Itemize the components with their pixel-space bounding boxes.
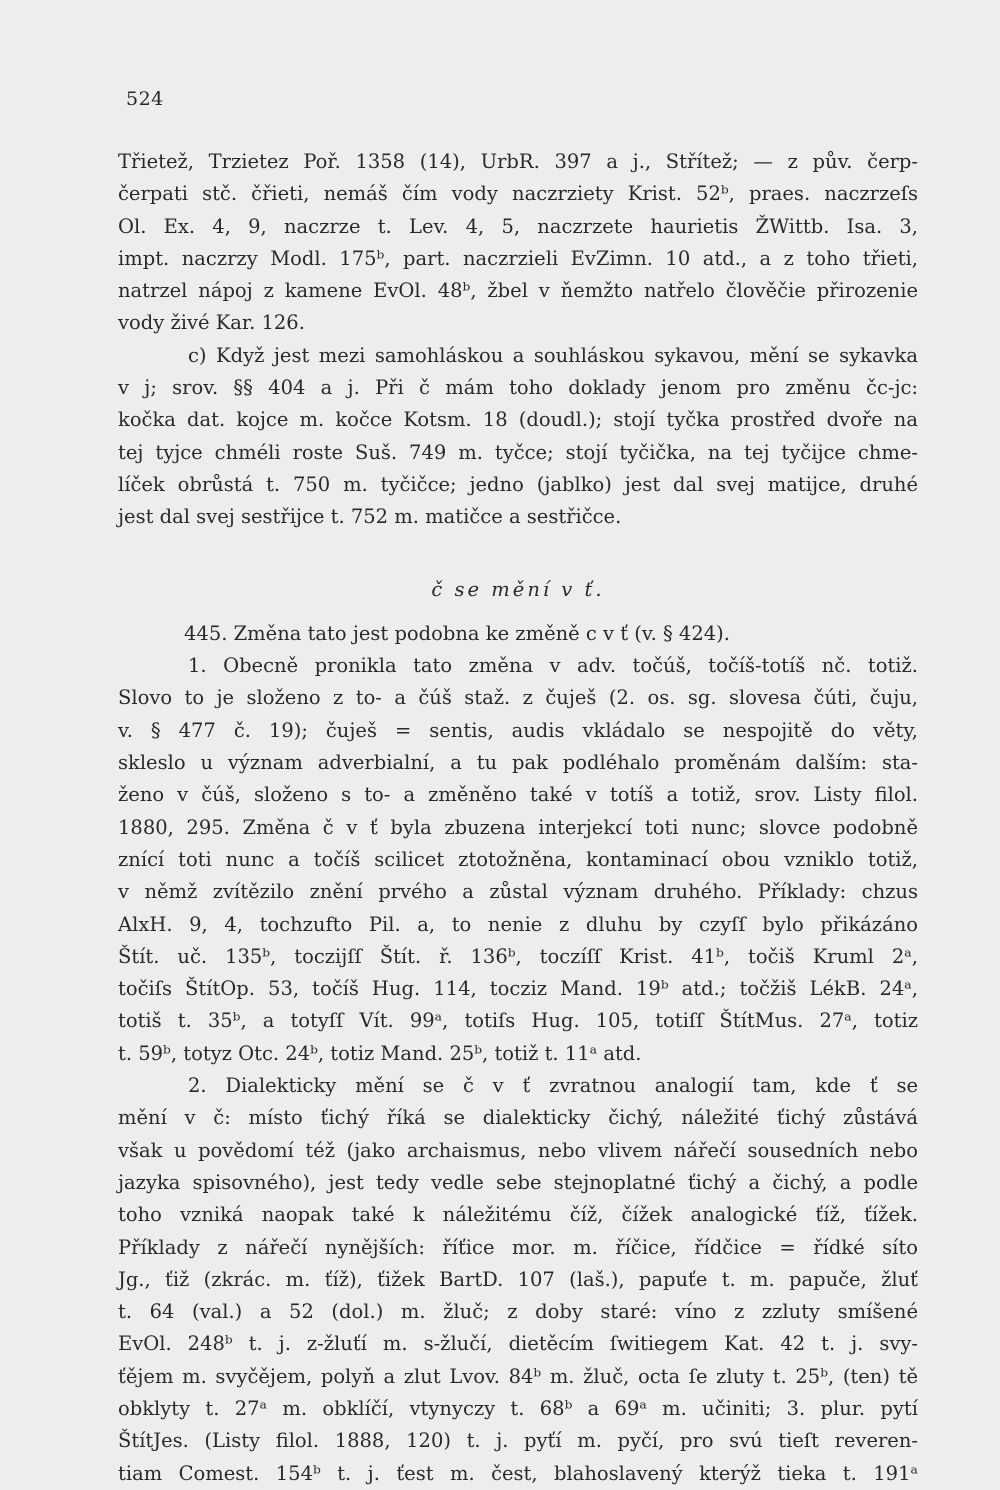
text-line: impt. naczrzy Modl. 175ᵇ, part. naczrzieli EvZimn. 10 atd., a z toho třieti, [118, 246, 918, 270]
text-line: jazyka spisovného), jest tedy vedle sebe stejnoplatné ťichý a čichý, a podle [118, 1170, 918, 1194]
text-line: natrzel nápoj z kamene EvOl. 48ᵇ, žbel v ňemžto natřelo člověčie přirozenie [118, 279, 918, 303]
text-line: toho vzniká naopak také k náležitému číž, čížek analogické ťíž, ťížek. [118, 1203, 918, 1227]
text-line: Jg., ťiž (zkrác. m. ťíž), ťižek BartD. 107 (laš.), papuťe t. m. papuče, žluť [118, 1267, 918, 1291]
paragraph-1 [118, 146, 918, 340]
text-line: v němž zvítězilo znění prvého a zůstal význam druhého. Příklady: chzus [118, 880, 918, 904]
text-line: t. 59ᵇ, totyz Otc. 24ᵇ, totiz Mand. 25ᵇ, totiž t. 11ᵃ atd. [118, 1041, 642, 1065]
text-line: točiſs ŠtítOp. 53, točíš Hug. 114, tocziz Mand. 19ᵇ atd.; točžiš LékB. 24ᵃ, [118, 977, 918, 1001]
text-line: líček obrůstá t. 750 m. tyčičce; jedno (jablko) jest dal svej matijce, druhé [118, 472, 918, 496]
text-line: kočka dat. kojce m. kočce Kotsm. 18 (doudl.); stojí tyčka prostřed dvoře na [118, 408, 918, 432]
text-line: ťějem m. svyčějem, polyň a zlut Lvov. 84ᵇ m. žluč, octa ſe zluty t. 25ᵇ, (ten) tě [118, 1364, 918, 1388]
text-line: vody živé Kar. 126. [118, 311, 305, 335]
paragraph-2 [118, 340, 918, 534]
text-line: Slovo to je složeno z to- a čúš staž. z čuješ (2. os. sg. slovesa čúti, čuju, [118, 686, 918, 710]
text-line: Ol. Ex. 4, 9, naczrze t. Lev. 4, 5, naczrzete haurietis ŽWittb. Isa. 3, [118, 214, 918, 238]
section-heading: č se mění v ť. [431, 577, 605, 601]
text-line: t. 64 (val.) a 52 (dol.) m. žluč; z doby staré: víno z zzluty smíšené [118, 1300, 918, 1324]
paragraph-3 [118, 618, 918, 1070]
body-text [118, 146, 918, 1490]
text-line: 445. Změna tato jest podobna ke změně c v ť (v. § 424). [184, 621, 730, 645]
text-line: 2. Dialekticky mění se č v ť zvratnou analogií tam, kde ť se [188, 1074, 918, 1098]
text-line: ženo v čúš, složeno s to- a změněno také v totíš a totiž, srov. Listy filol. [118, 783, 918, 807]
text-line: však u povědomí též (jako archaismus, nebo vlivem nářečí sousedních nebo [118, 1138, 918, 1162]
text-line: Štít. uč. 135ᵇ, toczijſſ Štít. ř. 136ᵇ, toczíſſ Krist. 41ᵇ, točiš Kruml 2ᵃ, [118, 944, 918, 968]
text-line: v j; srov. §§ 404 a j. Při č mám toho doklady jenom pro změnu čc-jc: [118, 376, 918, 400]
text-line: tiam Comest. 154ᵇ t. j. ťest m. čest, blahoslavený kterýž tieka t. 191ᵃ [118, 1461, 918, 1485]
page-number: 524 [126, 88, 164, 110]
text-line: čerpati stč. čřieti, nemáš čím vody naczrziety Krist. 52ᵇ, praes. naczrzeſs [118, 182, 918, 206]
text-line: totiš t. 35ᵇ, a totyſſ Vít. 99ᵃ, totiſs Hug. 105, totiſſ ŠtítMus. 27ᵃ, totiz [118, 1009, 918, 1033]
text-line: mění v č: místo ťichý říká se dialekticky čichý, náležité ťichý zůstává [118, 1106, 918, 1130]
text-line: Příklady z nářečí nynějších: říťice mor. m. říčice, řídčice = řídké síto [118, 1235, 918, 1259]
text-line: skleslo u význam adverbialní, a tu pak podléhalo proměnám dalším: sta- [118, 751, 918, 775]
text-line: Třietež, Trzietez Poř. 1358 (14), UrbR. 397 a j., Střítež; — z pův. čerp- [118, 150, 918, 173]
text-line: AlxH. 9, 4, tochzufto Pil. a, to nenie z dluhu by czyſſ bylo přikázáno [118, 912, 918, 936]
paragraph-4 [118, 1070, 918, 1490]
text-line: c) Když jest mezi samohláskou a souhláskou sykavou, mění se sykavka [188, 343, 918, 367]
text-line: 1880, 295. Změna č v ť byla zbuzena interjekcí toti nunc; slovce podobně [118, 815, 918, 839]
text-line: ŠtítJes. (Listy filol. 1888, 120) t. j. pyťí m. pyčí, pro svú tieſt reveren- [118, 1429, 918, 1453]
text-line: znící toti nunc a točíš scilicet ztotožněna, kontaminací obou vzniklo totiž, [118, 847, 918, 871]
text-line: jest dal svej sestřijce t. 752 m. matičce a sestřičce. [118, 505, 622, 529]
text-line: v. § 477 č. 19); čuješ = sentis, audis vkládalo se nespojitě do věty, [118, 718, 918, 742]
text-line: 1. Obecně pronikla tato změna v adv. točúš, točíš-totíš nč. totiž. [188, 654, 918, 678]
text-line: EvOl. 248ᵇ t. j. z-žluťí m. s-žlučí, dietěcím ſwitiegem Kat. 42 t. j. svy- [118, 1332, 918, 1356]
text-line: tej tyjce chméli roste Suš. 749 m. tyčce; stojí tyčička, na tej tyčijce chme- [118, 440, 918, 464]
text-line: obklyty t. 27ᵃ m. obklíčí, vtynyczy t. 68ᵇ a 69ᵃ m. učiniti; 3. plur. pytí [118, 1396, 918, 1420]
